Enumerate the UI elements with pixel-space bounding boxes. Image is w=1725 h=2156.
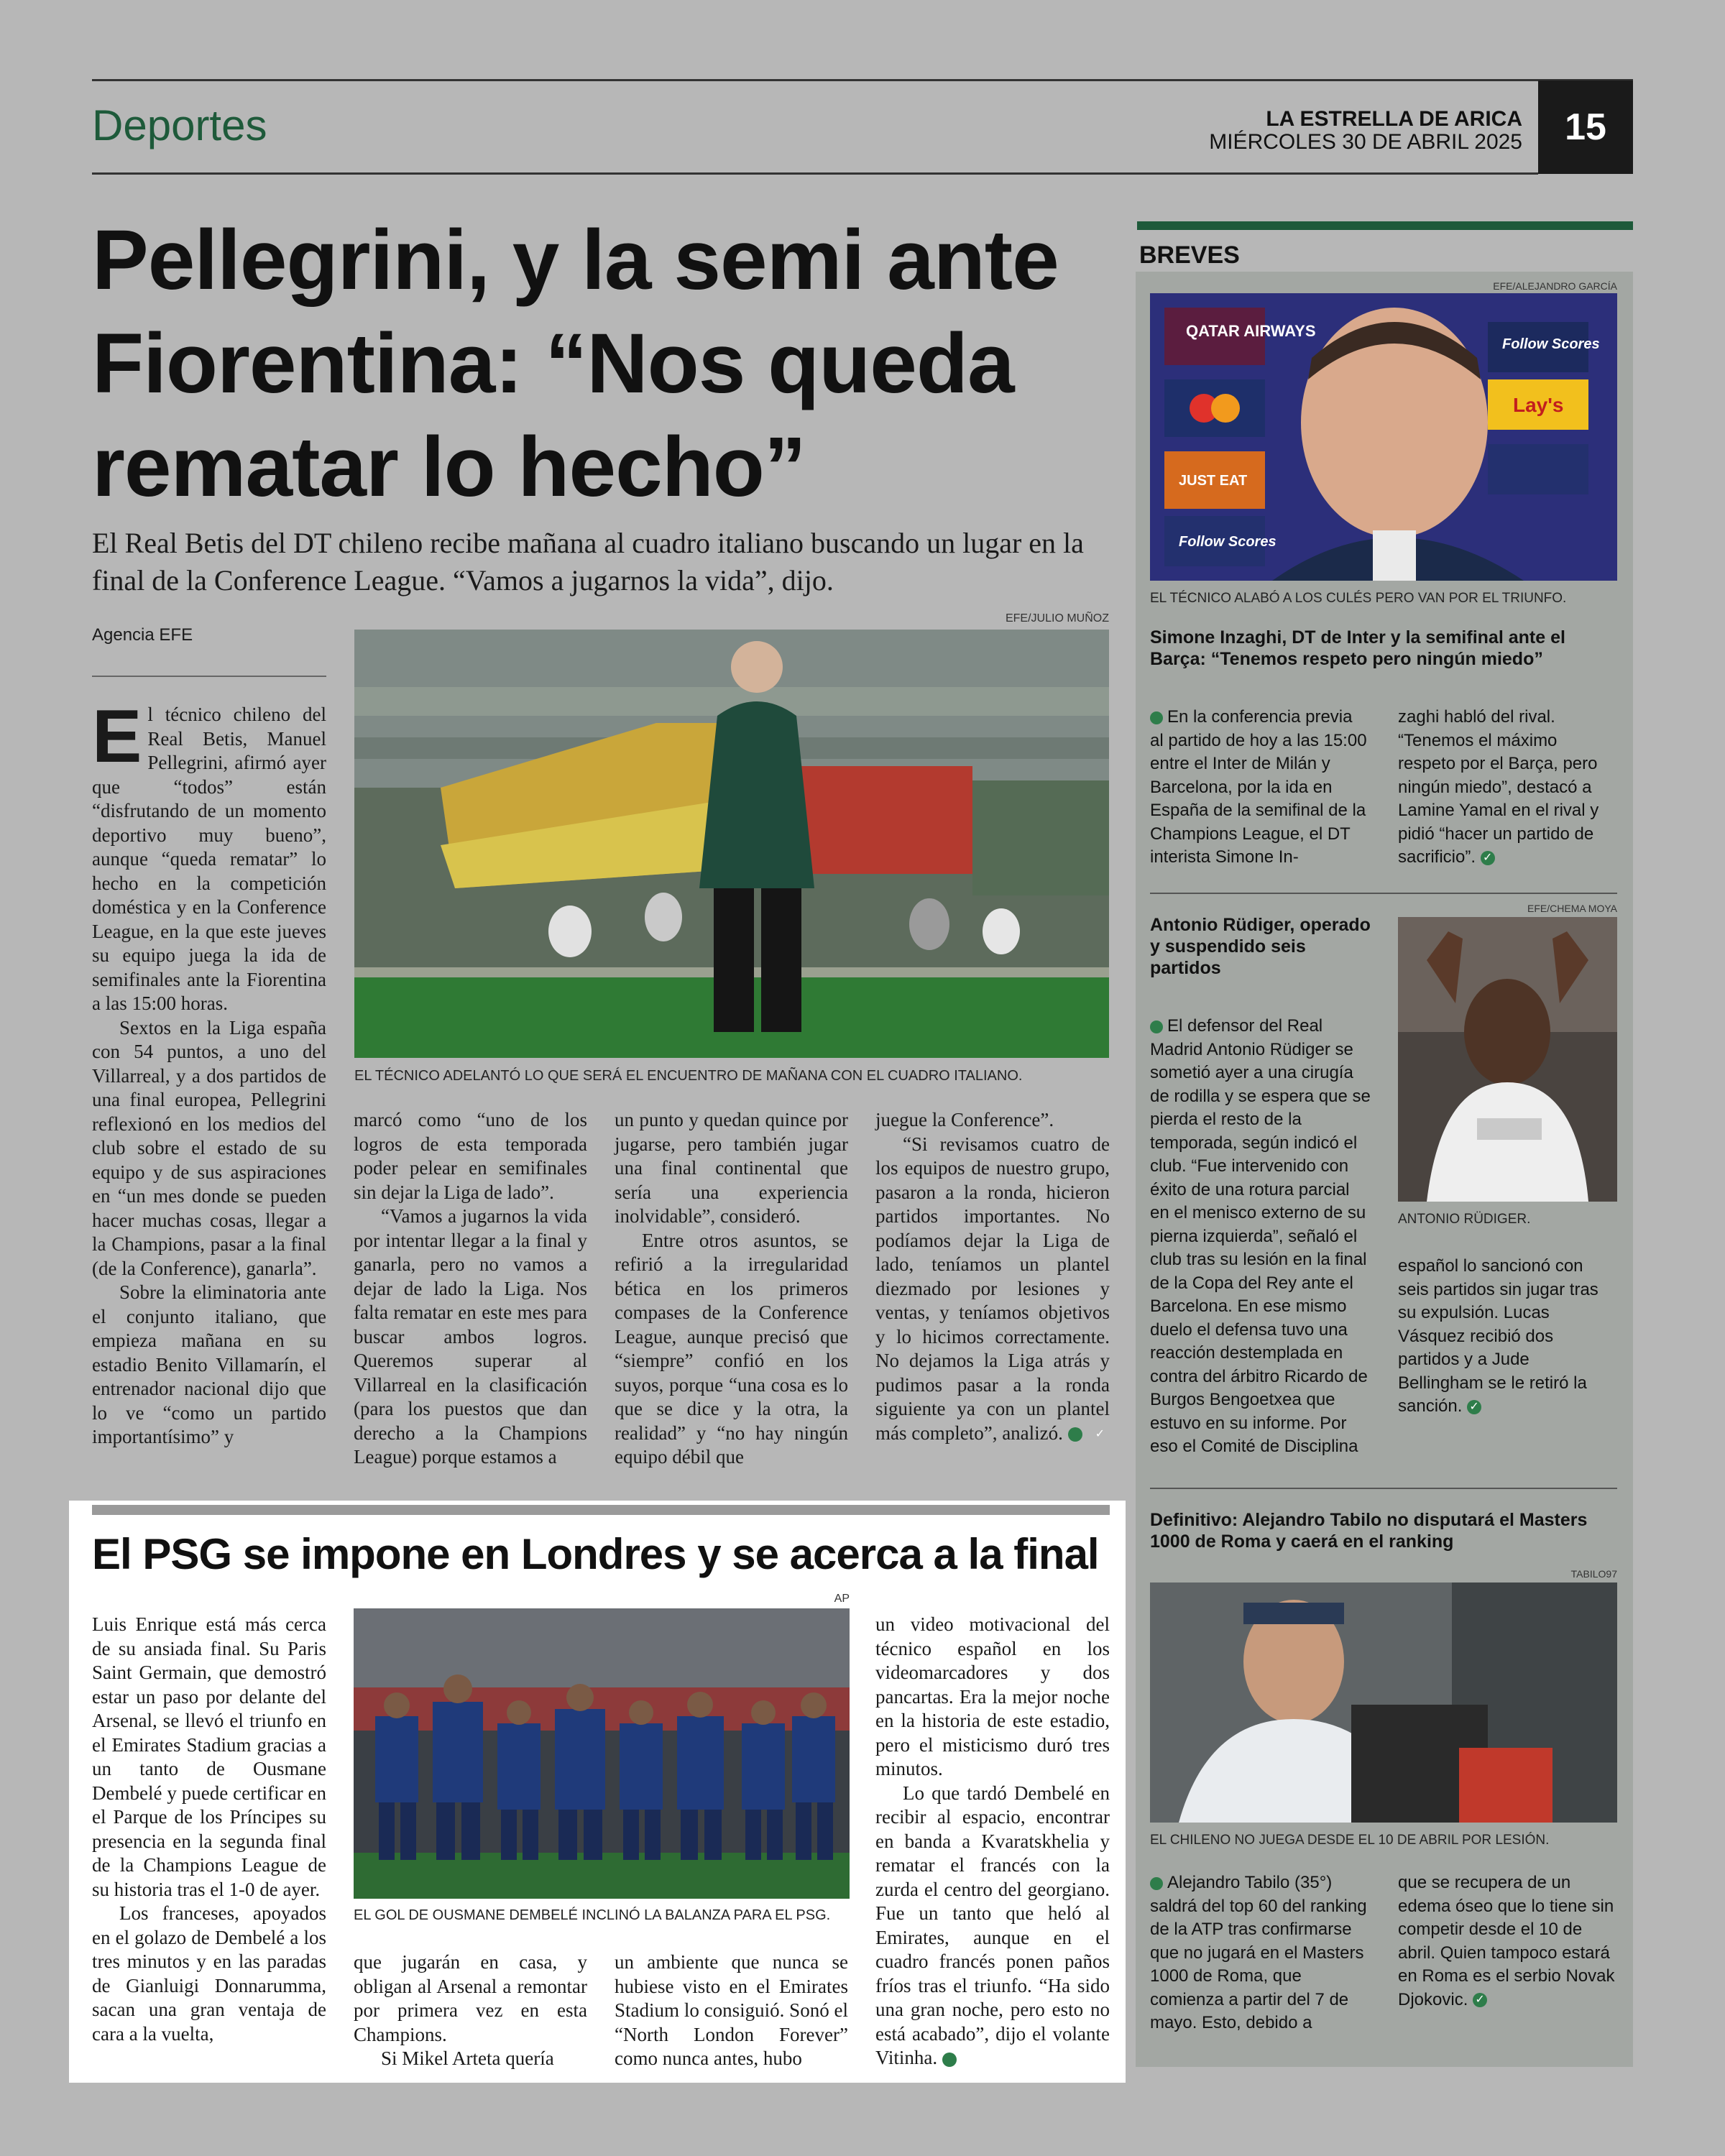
bullet-icon: [1150, 1021, 1163, 1033]
psg-photo-art: [354, 1608, 850, 1899]
tabilo-photo: [1150, 1583, 1617, 1823]
sidebar-title: BREVES: [1139, 241, 1240, 269]
brief-divider: [1150, 893, 1617, 894]
masthead: [1209, 108, 1522, 154]
brief3-photo-credit: TABILO97: [1570, 1568, 1617, 1580]
byline-rule: [92, 676, 326, 677]
paragraph: que jugarán en casa, y obligan al Arsenal a remontar por primera vez en esta Champions.: [354, 1951, 587, 2045]
brief-text: que se recupera de un edema óseo que lo tiene sin competir desde el 10 de abril. Quien tampoco estará en Roma es el serbio Novak Djokovic.: [1398, 1873, 1615, 2009]
byline: Agencia EFE: [92, 625, 193, 645]
end-mark-icon: ✓: [942, 2053, 957, 2067]
paragraph: “Si revisamos cuatro de los equipos de nuestro grupo, pasaron a la ronda, hicieron partidos importantes. No podíamos dejar la Liga de lado, teníamos un plantel diezmado por lesiones y ventas, y teníamos objetivos y lo hicimos correctamente. No dejamos la Liga atrás y pudimos pasar a la ronda siguiente ya con un plantel más completo”, analizó.: [875, 1133, 1110, 1444]
paragraph: Sobre la eliminatoria ante el conjunto italiano, que empieza mañana en su estadio Benito Villamarín, el entrenador nacional dijo que lo ve “como un partido importantísimo” y: [92, 1281, 326, 1447]
brief3-headline: Definitivo: Alejandro Tabilo no disputará el Masters 1000 de Roma y caerá en el ranking: [1150, 1510, 1588, 1552]
brief1-text-col1: [1150, 706, 1367, 870]
rudiger-photo-art: [1398, 917, 1617, 1202]
ad-board-text: QATAR AIRWAYS: [1186, 322, 1316, 340]
paragraph: un punto y quedan quince por jugarse, pero también jugar una final continental que sería una experiencia inolvidable”, consideró.: [615, 1109, 848, 1227]
photo-caption: EL TÉCNICO ADELANTÓ LO QUE SERÁ EL ENCUENTRO DE MAÑANA CON EL CUADRO ITALIANO.: [354, 1068, 1023, 1084]
tabilo-photo-art: [1150, 1583, 1617, 1823]
paragraph: Lo que tardó Dembelé en recibir al espacio, encontrar en banda a Kvaratskhelia y rematar el francés con la zurda el centro del georgiano. Fue un tanto que heló al Emirates, aunque en el cuadro francés ponen paños fríos tras el triunfo. “Ha sido una gran noche, pero esto no está acabado”, dijo el volante Vitinha.: [875, 1782, 1110, 2068]
paragraph: un ambiente que nunca se hubiese visto en el Emirates Stadium lo consiguió. Sonó el “North London Forever” como nunca antes, hubo: [615, 1951, 848, 2069]
pellegrini-photo-art: [354, 630, 1109, 1058]
psg-column-3: [615, 1950, 848, 2071]
brief-text: zaghi habló del rival. “Tenemos el máximo respeto por el Barça, pero ningún miedo”, destacó a Lamine Yamal en el rival y pidió “hacer un partido de sacrificio”.: [1398, 707, 1599, 867]
issue-date: MIÉRCOLES 30 DE ABRIL 2025: [1209, 130, 1522, 154]
paragraph: un video motivacional del técnico español en los videomarcadores y dos pancartas. Era la mejor noche en la historia de este estadio, pero el misticismo duró tres minutos.: [875, 1613, 1110, 1779]
article-column-4: [875, 1108, 1110, 1445]
brief2-headline: Antonio Rüdiger, operado y suspendido seis partidos: [1150, 915, 1371, 978]
brief-text: En la conferencia previa al partido de hoy a las 15:00 entre el Inter de Milán y Barcelona, por la ida en España de la semifinal de la Champions League, el DT interista Simone In-: [1150, 707, 1367, 867]
brief1-photo-credit: EFE/ALEJANDRO GARCÍA: [1493, 280, 1617, 292]
article-column-3: [615, 1108, 848, 1470]
paragraph: Si Mikel Arteta quería: [381, 2047, 554, 2069]
brief-text: Alejandro Tabilo (35°) saldrá del top 60 del ranking de la ATP tras confirmarse que no jugará en el Masters 1000 de Roma, que comienza a partir del 7 de mayo. Esto, debido a: [1150, 1873, 1367, 2032]
psg-column-1: [92, 1613, 326, 2046]
main-headline: Pellegrini, y la semi ante Fiorentina: “Nos queda rematar lo hecho”: [92, 213, 1059, 515]
ad-board-text: Lay's: [1513, 394, 1564, 416]
paragraph: Sextos en la Liga españa con 54 puntos, a uno del Villarreal, y a dos partidos de una final europea, Pellegrini reflexionó en los medios del club sobre el estado de su equipo y de sus aspiraciones en “un mes donde se pueden hacer muchas cosas, llegar a la Champions, pasar a la final (de la Conference), ganarla”.: [92, 1016, 326, 1279]
article-column-2: [354, 1108, 587, 1470]
psg-photo-credit: AP: [834, 1593, 850, 1605]
paragraph: Entre otros asuntos, se refirió a la irregularidad bética en los primeros compases de la Conference League, aunque precisó que “siempre” confió en los suyos, porque “una cosa es lo que se dice y la otra, la realidad” y “no hay ningún equipo débil que: [615, 1229, 848, 1468]
paragraph: “Vamos a jugarnos la vida por intentar llegar a la final y ganarla, pero no vamos a dejar de lado la Liga. Nos falta rematar en este mes para buscar ambos logros. Queremos superar al Villarreal en la clasificación (para los puestos que dan derecho a la Champions League) porque estamos a: [354, 1205, 587, 1468]
rudiger-photo: [1398, 917, 1617, 1202]
psg-column-2: [354, 1950, 587, 2071]
bullet-icon: [1150, 711, 1163, 724]
brief2-caption: ANTONIO RÜDIGER.: [1398, 1212, 1531, 1227]
psg-photo-caption: EL GOL DE OUSMANE DEMBELÉ INCLINÓ LA BALANZA PARA EL PSG.: [354, 1907, 831, 1923]
end-mark-icon: ✓: [1467, 1400, 1481, 1414]
photo-credit: EFE/JULIO MUÑOZ: [1005, 612, 1109, 625]
brief3-caption: EL CHILENO NO JUEGA DESDE EL 10 DE ABRIL POR LESIÓN.: [1150, 1833, 1550, 1848]
brief2-text-col1: [1150, 1015, 1373, 1459]
psg-column-4: [875, 1613, 1110, 2070]
drop-cap: E: [92, 695, 142, 778]
paragraph: marcó como “uno de los logros de esta temporada poder pelear en semifinales sin dejar la Liga de lado”.: [354, 1109, 587, 1203]
brief2-text-col2: [1398, 1255, 1617, 1419]
end-mark-icon: ✓: [1473, 1993, 1487, 2007]
page-number: 15: [1538, 80, 1633, 174]
brief-divider: [1150, 1488, 1617, 1489]
brief-text: El defensor del Real Madrid Antonio Rüdiger se sometió ayer a una cirugía de rodilla y se espera que se pierda el resto de la temporada, según indicó el club. “Fue intervenido con éxito de una rotura parcial en el menisco externo de su pierna izquierda”, señaló el club tras su lesión en la final de la Copa del Rey ante el Barcelona. En ese mismo duelo el defensa tuvo una reacción destemplada en contra del árbitro Ricardo de Burgos Bengoetxea que estuvo en su informe. Por eso el Comité de Disciplina: [1150, 1016, 1371, 1456]
bullet-icon: [1150, 1877, 1163, 1890]
paragraph: l técnico chileno del Real Betis, Manuel Pellegrini, afirmó ayer que “todos” están “disfrutando de un momento deportivo muy bueno”, aunque “queda rematar” lo hecho en la competición doméstica y en la Conference League, en la que este jueves su equipo juega la ida de semifinales ante la Fiorentina a las 15:00 horas.: [92, 704, 326, 1014]
brief3-text-col1: [1150, 1871, 1367, 2035]
sidebar-accent-bar: [1137, 221, 1633, 230]
ad-board-text: Follow Scores: [1179, 534, 1276, 550]
brief1-headline: Simone Inzaghi, DT de Inter y la semifinal ante el Barça: “Tenemos respeto pero ningún miedo”: [1150, 627, 1565, 669]
brief3-text-col2: [1398, 1871, 1617, 2012]
brief-text: español lo sancionó con seis partidos sin jugar tras su expulsión. Lucas Vásquez recibió dos partidos y a Jude Bellingham se le retiró la sanción.: [1398, 1256, 1598, 1416]
brief1-caption: EL TÉCNICO ALABÓ A LOS CULÉS PERO VAN POR EL TRIUNFO.: [1150, 591, 1567, 606]
paragraph: juegue la Conference”.: [875, 1109, 1054, 1130]
inzaghi-photo: [1150, 293, 1617, 581]
article-column-1: [92, 695, 326, 1450]
newspaper-name: LA ESTRELLA DE ARICA: [1266, 107, 1522, 131]
pellegrini-photo: [354, 630, 1109, 1058]
end-mark-icon: ✓: [1481, 851, 1495, 865]
paragraph: Luis Enrique está más cerca de su ansiada final. Su Paris Saint Germain, que demostró estar un paso por delante del Arsenal, se llevó el triunfo en el Emirates Stadium gracias a un tanto de Ousmane Dembelé y puede certificar en el Parque de los Príncipes su presencia en la segunda final de la Champions League de su historia tras el 1-0 de ayer.: [92, 1613, 326, 1900]
psg-top-bar: [92, 1505, 1110, 1515]
main-deck: El Real Betis del DT chileno recibe mañana al cuadro italiano buscando un lugar en la final de la Conference League. “Vamos a jugarnos la vida”, dijo.: [92, 527, 1084, 596]
brief1-text-col2: [1398, 706, 1617, 870]
header-rule: [92, 172, 1538, 175]
section-title: Deportes: [92, 101, 267, 149]
brief2-photo-credit: EFE/CHEMA MOYA: [1527, 903, 1617, 914]
top-rule: [92, 79, 1633, 81]
psg-headline: El PSG se impone en Londres y se acerca a la final: [92, 1530, 1099, 1578]
ad-board-text: JUST EAT: [1179, 473, 1248, 489]
paragraph: Los franceses, apoyados en el golazo de Dembelé a los tres minutos y en las paradas de Gianluigi Donnarumma, sacan una gran ventaja de cara a la vuelta,: [92, 1902, 326, 2045]
ad-board-text: Follow Scores: [1502, 336, 1600, 352]
end-mark-icon: ✓: [1068, 1427, 1082, 1442]
psg-photo: [354, 1608, 850, 1899]
